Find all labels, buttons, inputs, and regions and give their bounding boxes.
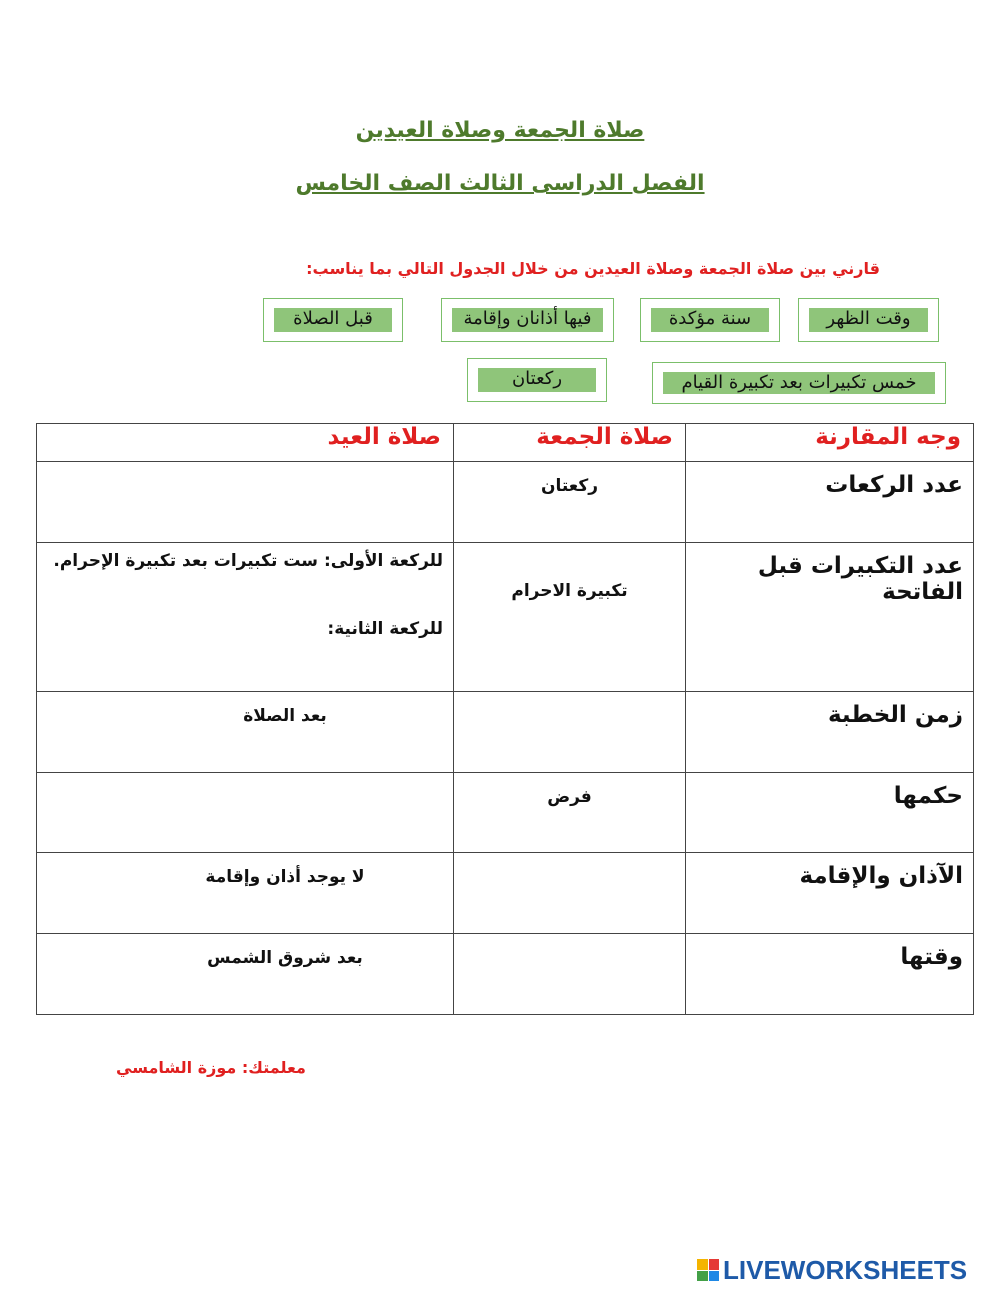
word-chip[interactable] bbox=[640, 298, 780, 342]
friday-answer[interactable] bbox=[454, 934, 686, 1015]
row-label: حكمها bbox=[686, 773, 974, 853]
word-chip[interactable] bbox=[441, 298, 614, 342]
row-label: زمن الخطبة bbox=[686, 692, 974, 773]
row-label: الآذان والإقامة bbox=[686, 853, 974, 934]
table-row bbox=[37, 462, 974, 543]
eid-answer[interactable] bbox=[37, 773, 454, 853]
word-chip[interactable] bbox=[467, 358, 607, 402]
eid-answer[interactable]: بعد شروق الشمس bbox=[37, 934, 454, 1015]
friday-answer[interactable]: تكبيرة الاحرام bbox=[454, 543, 686, 692]
friday-answer[interactable] bbox=[454, 853, 686, 934]
friday-answer[interactable]: فرض bbox=[454, 773, 686, 853]
page-title: صلاة الجمعة وصلاة العيدين bbox=[355, 118, 645, 143]
word-chip-label: فيها أذانان وإقامة bbox=[452, 308, 603, 332]
table-header-row bbox=[37, 424, 974, 462]
table-row bbox=[37, 692, 974, 773]
word-chip-label: قبل الصلاة bbox=[274, 308, 392, 332]
eid-answer[interactable]: بعد الصلاة bbox=[37, 692, 454, 773]
comparison-table bbox=[36, 423, 974, 1015]
word-chip-label: وقت الظهر bbox=[809, 308, 928, 332]
row-label: عدد الركعات bbox=[686, 462, 974, 543]
header-friday: صلاة الجمعة bbox=[454, 424, 686, 462]
header-comparison: وجه المقارنة bbox=[686, 424, 974, 462]
liveworksheets-logo-icon bbox=[697, 1259, 719, 1281]
word-chip[interactable] bbox=[263, 298, 403, 342]
word-chip-label: خمس تكبيرات بعد تكبيرة القيام bbox=[663, 372, 935, 394]
table-row bbox=[37, 853, 974, 934]
eid-answer-line: للركعة الأولى: ست تكبيرات بعد تكبيرة الإحرام. bbox=[53, 551, 443, 571]
table-row bbox=[37, 773, 974, 853]
page-subtitle: الفصل الدراسى الثالث الصف الخامس bbox=[295, 171, 705, 196]
header-eid: صلاة العيد bbox=[37, 424, 454, 462]
eid-answer[interactable] bbox=[37, 543, 454, 692]
row-label: عدد التكبيرات قبل الفاتحة bbox=[686, 543, 974, 692]
brand-mark bbox=[697, 1256, 967, 1284]
word-chip[interactable] bbox=[652, 362, 946, 404]
table-row bbox=[37, 543, 974, 692]
instruction-text: قارني بين صلاة الجمعة وصلاة العيدين من خلال الجدول التالي بما يناسب: bbox=[306, 259, 880, 278]
word-chip[interactable] bbox=[798, 298, 939, 342]
eid-answer[interactable] bbox=[37, 462, 454, 543]
brand-wordmark: LIVEWORKSHEETS bbox=[723, 1254, 968, 1285]
word-chip-label: سنة مؤكدة bbox=[651, 308, 769, 332]
friday-answer[interactable]: ركعتان bbox=[454, 462, 686, 543]
eid-answer[interactable]: لا يوجد أذان وإقامة bbox=[37, 853, 454, 934]
word-chip-label: ركعتان bbox=[478, 368, 596, 392]
teacher-signature: معلمتك: موزة الشامسي bbox=[116, 1058, 306, 1077]
table-row bbox=[37, 934, 974, 1015]
row-label: وقتها bbox=[686, 934, 974, 1015]
eid-answer-line: للركعة الثانية: bbox=[327, 619, 443, 639]
friday-answer[interactable] bbox=[454, 692, 686, 773]
